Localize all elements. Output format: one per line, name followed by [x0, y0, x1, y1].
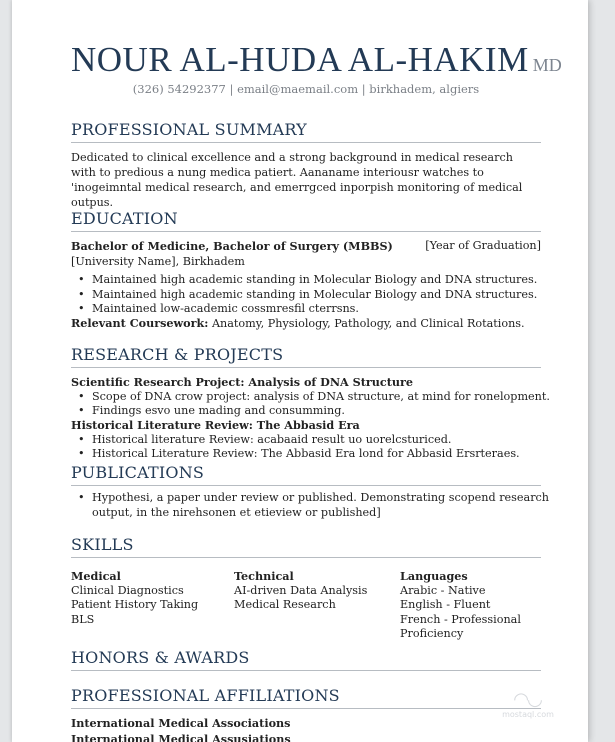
- coursework: [71, 316, 525, 332]
- skills-column-medical: [71, 569, 198, 627]
- section-title-skills: SKILLS: [71, 535, 134, 554]
- section-divider: [71, 142, 541, 143]
- skill-item: Clinical Diagnostics: [71, 583, 184, 597]
- affiliation-item: International Medical Assusiations: [71, 732, 291, 742]
- watermark-logo: [496, 690, 560, 730]
- skill-item: Proficiency: [400, 627, 464, 641]
- list-item: • Maintained low-academic cossmresfil cterrsns.: [79, 302, 359, 317]
- skills-heading: Medical: [71, 569, 121, 583]
- section-divider: [71, 670, 541, 671]
- list-item: • Scope of DNA crow project: analysis of DNA structure, at mind for ronelopment.: [79, 390, 550, 405]
- university-name: [University Name], Birkhadem: [71, 255, 245, 268]
- candidate-name: NOUR AL-HUDA AL-HAKIM: [71, 40, 529, 79]
- skill-item: French - Professional: [400, 612, 521, 626]
- list-item: • Findings esvo une mading and consumming.: [79, 404, 345, 419]
- resume-page: [12, 0, 588, 742]
- section-divider: [71, 708, 541, 709]
- section-title-research: RESEARCH & PROJECTS: [71, 345, 284, 364]
- section-divider: [71, 485, 541, 486]
- section-title-affiliations: PROFESSIONAL AFFILIATIONS: [71, 686, 340, 705]
- credential: MD: [532, 55, 562, 75]
- section-divider: [71, 557, 541, 558]
- list-item: • Historical literature Review: acabaaid result uo uorelcsturiced.: [79, 433, 451, 448]
- list-item: • Maintained high academic standing in Molecular Biology and DNA structures.: [79, 288, 537, 303]
- skill-item: Arabic - Native: [400, 583, 486, 597]
- skill-item: Medical Research: [234, 598, 336, 612]
- affiliation-item: International Medical Associations: [71, 716, 291, 730]
- summary-text: Dedicated to clinical excellence and a strong background in medical research with to predious a nung medica patiert. Aananame interiousr watches to 'inogeimntal medical research, and emerrgced inporpish monitoring of medical outpus.: [71, 151, 523, 209]
- skill-item: BLS: [71, 612, 95, 626]
- section-title-publications: PUBLICATIONS: [71, 463, 205, 482]
- list-item: • Maintained high academic standing in Molecular Biology and DNA structures.: [79, 273, 537, 288]
- watermark-icon: ◠◡: [514, 689, 542, 710]
- skills-heading: Languages: [400, 569, 468, 583]
- publication-continuation: output, in the nirehsonen et etieview or published]: [92, 506, 381, 519]
- list-item: • Hypothesi, a paper under review or published. Demonstrating scopend research: [79, 491, 549, 506]
- watermark-text: mostaql.com: [502, 710, 554, 719]
- section-divider: [71, 231, 541, 232]
- contact-info: (326) 54292377 | email@maemail.com | birkhadem, algiers: [132, 82, 480, 96]
- section-title-summary: PROFESSIONAL SUMMARY: [71, 120, 307, 139]
- section-divider: [71, 367, 541, 368]
- skill-item: AI-driven Data Analysis: [234, 583, 368, 597]
- skills-column-languages: [400, 569, 521, 642]
- skills-column-technical: [234, 569, 367, 613]
- skill-item: Patient History Taking: [71, 598, 199, 612]
- project-title: Scientific Research Project: Analysis of DNA Structure: [71, 375, 414, 389]
- coursework-text: Anatomy, Physiology, Pathology, and Clinical Rotations.: [208, 317, 525, 330]
- graduation-year: [Year of Graduation]: [425, 239, 541, 252]
- project-title: Historical Literature Review: The Abbasid Era: [71, 418, 360, 432]
- skills-heading: Technical: [234, 569, 294, 583]
- degree-title: Bachelor of Medicine, Bachelor of Surgery (MBBS): [71, 239, 393, 253]
- skill-item: English - Fluent: [400, 598, 491, 612]
- section-title-education: EDUCATION: [71, 209, 178, 228]
- header: [71, 40, 562, 80]
- list-item: • Historical Literature Review: The Abbasid Era lond for Abbasid Ersrteraes.: [79, 447, 520, 462]
- coursework-label: Relevant Coursework:: [71, 316, 209, 330]
- section-title-honors: HONORS & AWARDS: [71, 648, 250, 667]
